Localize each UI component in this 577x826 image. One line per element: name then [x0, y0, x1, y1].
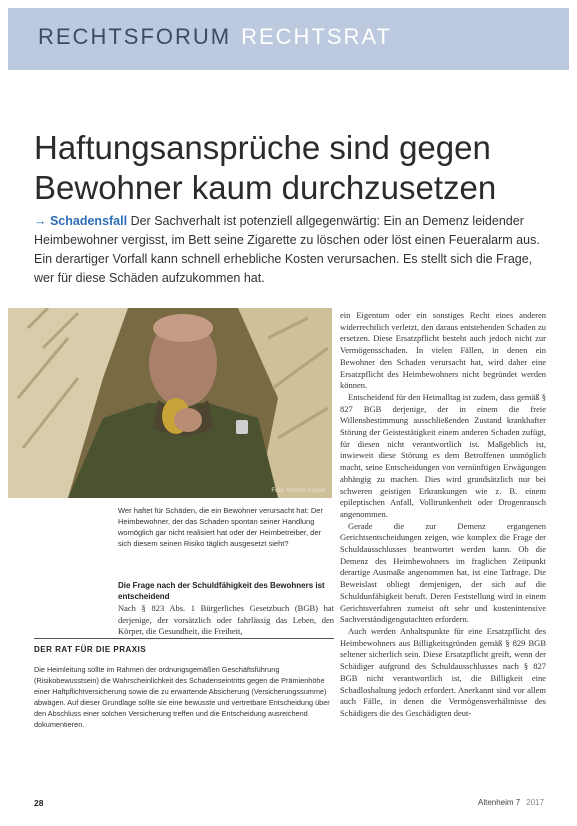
- rat-divider: [34, 638, 334, 639]
- article-title: [34, 128, 554, 208]
- lead-text: Der Sachverhalt ist potenziell allgegenwärtig: Ein an Demenz leidender Heimbewohner vergisst, im Bett seine Zigarette zu löschen oder löst einen Feueralarm aus. Ein derartiger Vorfall kann schnell erhebliche Kosten verursachen. Es stellt sich die Frage, wer für diese Schäden aufzukommen hat.: [34, 214, 540, 285]
- right-paragraph-2: Entscheidend für den Heimalltag ist zudem, dass gemäß § 827 BGB derjenige, der in einem die freie Willensbestimmung ausschließenden Zustand krankhafter Störung der Geistestätigkeit einem anderen Schaden zufügt, für diesen nicht verantwortlich ist. Maßgeblich ist, inwieweit diese Störung es dem Betroffenen unmöglich macht, seine Entscheidungen von vernünftigen Erwägungen abhängig zu machen. Dies wird grundsätzlich nur bei schweren geistigen Erkrankungen wie z. B. einem epileptischen Anfall, Volltrunkenheit oder Drogenrausch angenommen.: [340, 391, 546, 519]
- article-title-line1: Haftungsansprüche sind gegen: [34, 129, 491, 166]
- section-header: [8, 8, 569, 70]
- right-column: [340, 310, 546, 720]
- magazine-name: Altenheim 7: [478, 798, 521, 807]
- rat-heading: DER RAT FÜR DIE PRAXIS: [34, 645, 147, 654]
- photo-illustration: [8, 308, 332, 498]
- section-label-rechtsforum: RECHTSFORUM: [38, 24, 232, 49]
- section-label-rechtsrat: RECHTSRAT: [241, 24, 392, 49]
- article-title-line2: Bewohner kaum durchzusetzen: [34, 169, 497, 206]
- article-lead: [34, 212, 544, 288]
- page-number: 28: [34, 798, 44, 808]
- right-paragraph-1: ein Eigentum oder ein sonstiges Recht eines anderen widerrechtlich verletzt, den daraus entstehenden Schaden zu ersetzen. Diese Ersatzpflicht besteht auch jedoch nicht zur Vermögensschaden. In vielen Fällen, in denen ein Bewohner den Schaden verursacht hat, wird daher eine Ersatzpflicht des Heimbewohners nicht begründet werden können.: [340, 310, 546, 391]
- left-subheading: Die Frage nach der Schuldfähigkeit des Bewohners ist entscheidend: [118, 581, 325, 601]
- footer-magazine: [478, 798, 544, 807]
- lead-kicker: → Schadensfall: [34, 214, 128, 228]
- magazine-year: 2017: [526, 798, 545, 807]
- article-photo: [8, 308, 332, 498]
- photo-caption: Wer haftet für Schäden, die ein Bewohner verursacht hat: Der Heimbewohner, der das Schaden spontan seiner Handlung womöglich gar nicht realisiert hat oder der Heimbetreiber, der sich diesem seinen Risiko täglich ausgesetzt sieht?: [118, 506, 323, 548]
- right-paragraph-3: Gerade die zur Demenz ergangenen Gerichtsentscheidungen zeigen, wie komplex die Frage der Schuldausschlusses beantwortet werden kann. Ob die Demenz des Heimbewohners im fraglichen Zeitpunkt derartige Ausmaße angenommen hat, ist eine Tatfrage. Die Beweislast obliegt demjenigen, der sich auf die Schuldunfähigkeit beruft. Deren Feststellung wird in einem Gerichtsverfahren zumeist oft sehr und kostenintensive Sachverständigengutachten erfordern.: [340, 520, 546, 625]
- rat-body: Die Heimleitung sollte im Rahmen der ordnungsgemäßen Geschäftsführung (Risikobewusstsein) die Wahrscheinlichkeit des Schadenseintritts gegen die Prämienhöhe einer Haftpflichtversicherung sowie die zu erwartende Absicherung (Versicherungssumme) abwägen. Auf dieser Grundlage sollte sie eine bewusste und vertretbare Entscheidung über den Abschluss einer solchen Versicherung treffen und die Entscheidung ausreichend dokumentieren.: [34, 665, 330, 729]
- left-column-body: Nach § 823 Abs. 1 Bürgerliches Gesetzbuch (BGB) hat derjenige, der vorsätzlich oder fahrlässig das Leben, den Körper, die Gesundheit, die Freiheit,: [118, 603, 334, 636]
- right-paragraph-4: Auch werden Anhaltspunkte für eine Ersatzpflicht des Heimbewohners aus Billigkeitsgründen gemäß § 829 BGB seltener sicherlich sein. Diese Ersatzpflicht greift, wenn der Schädiger aufgrund des Schuldausschlusses nach § 827 BGB nicht verantwortlich ist, die Billigkeit eine Schadloshaltung jedoch erfordert. Anerkannt sind vor allem auch Fälle, in denen die Vermögensverhältnisse des Schädigers die des Geschädigten deut-: [340, 625, 546, 718]
- section-header-label: [38, 24, 392, 50]
- photo-credit: Foto: Werner Krüper: [271, 488, 326, 494]
